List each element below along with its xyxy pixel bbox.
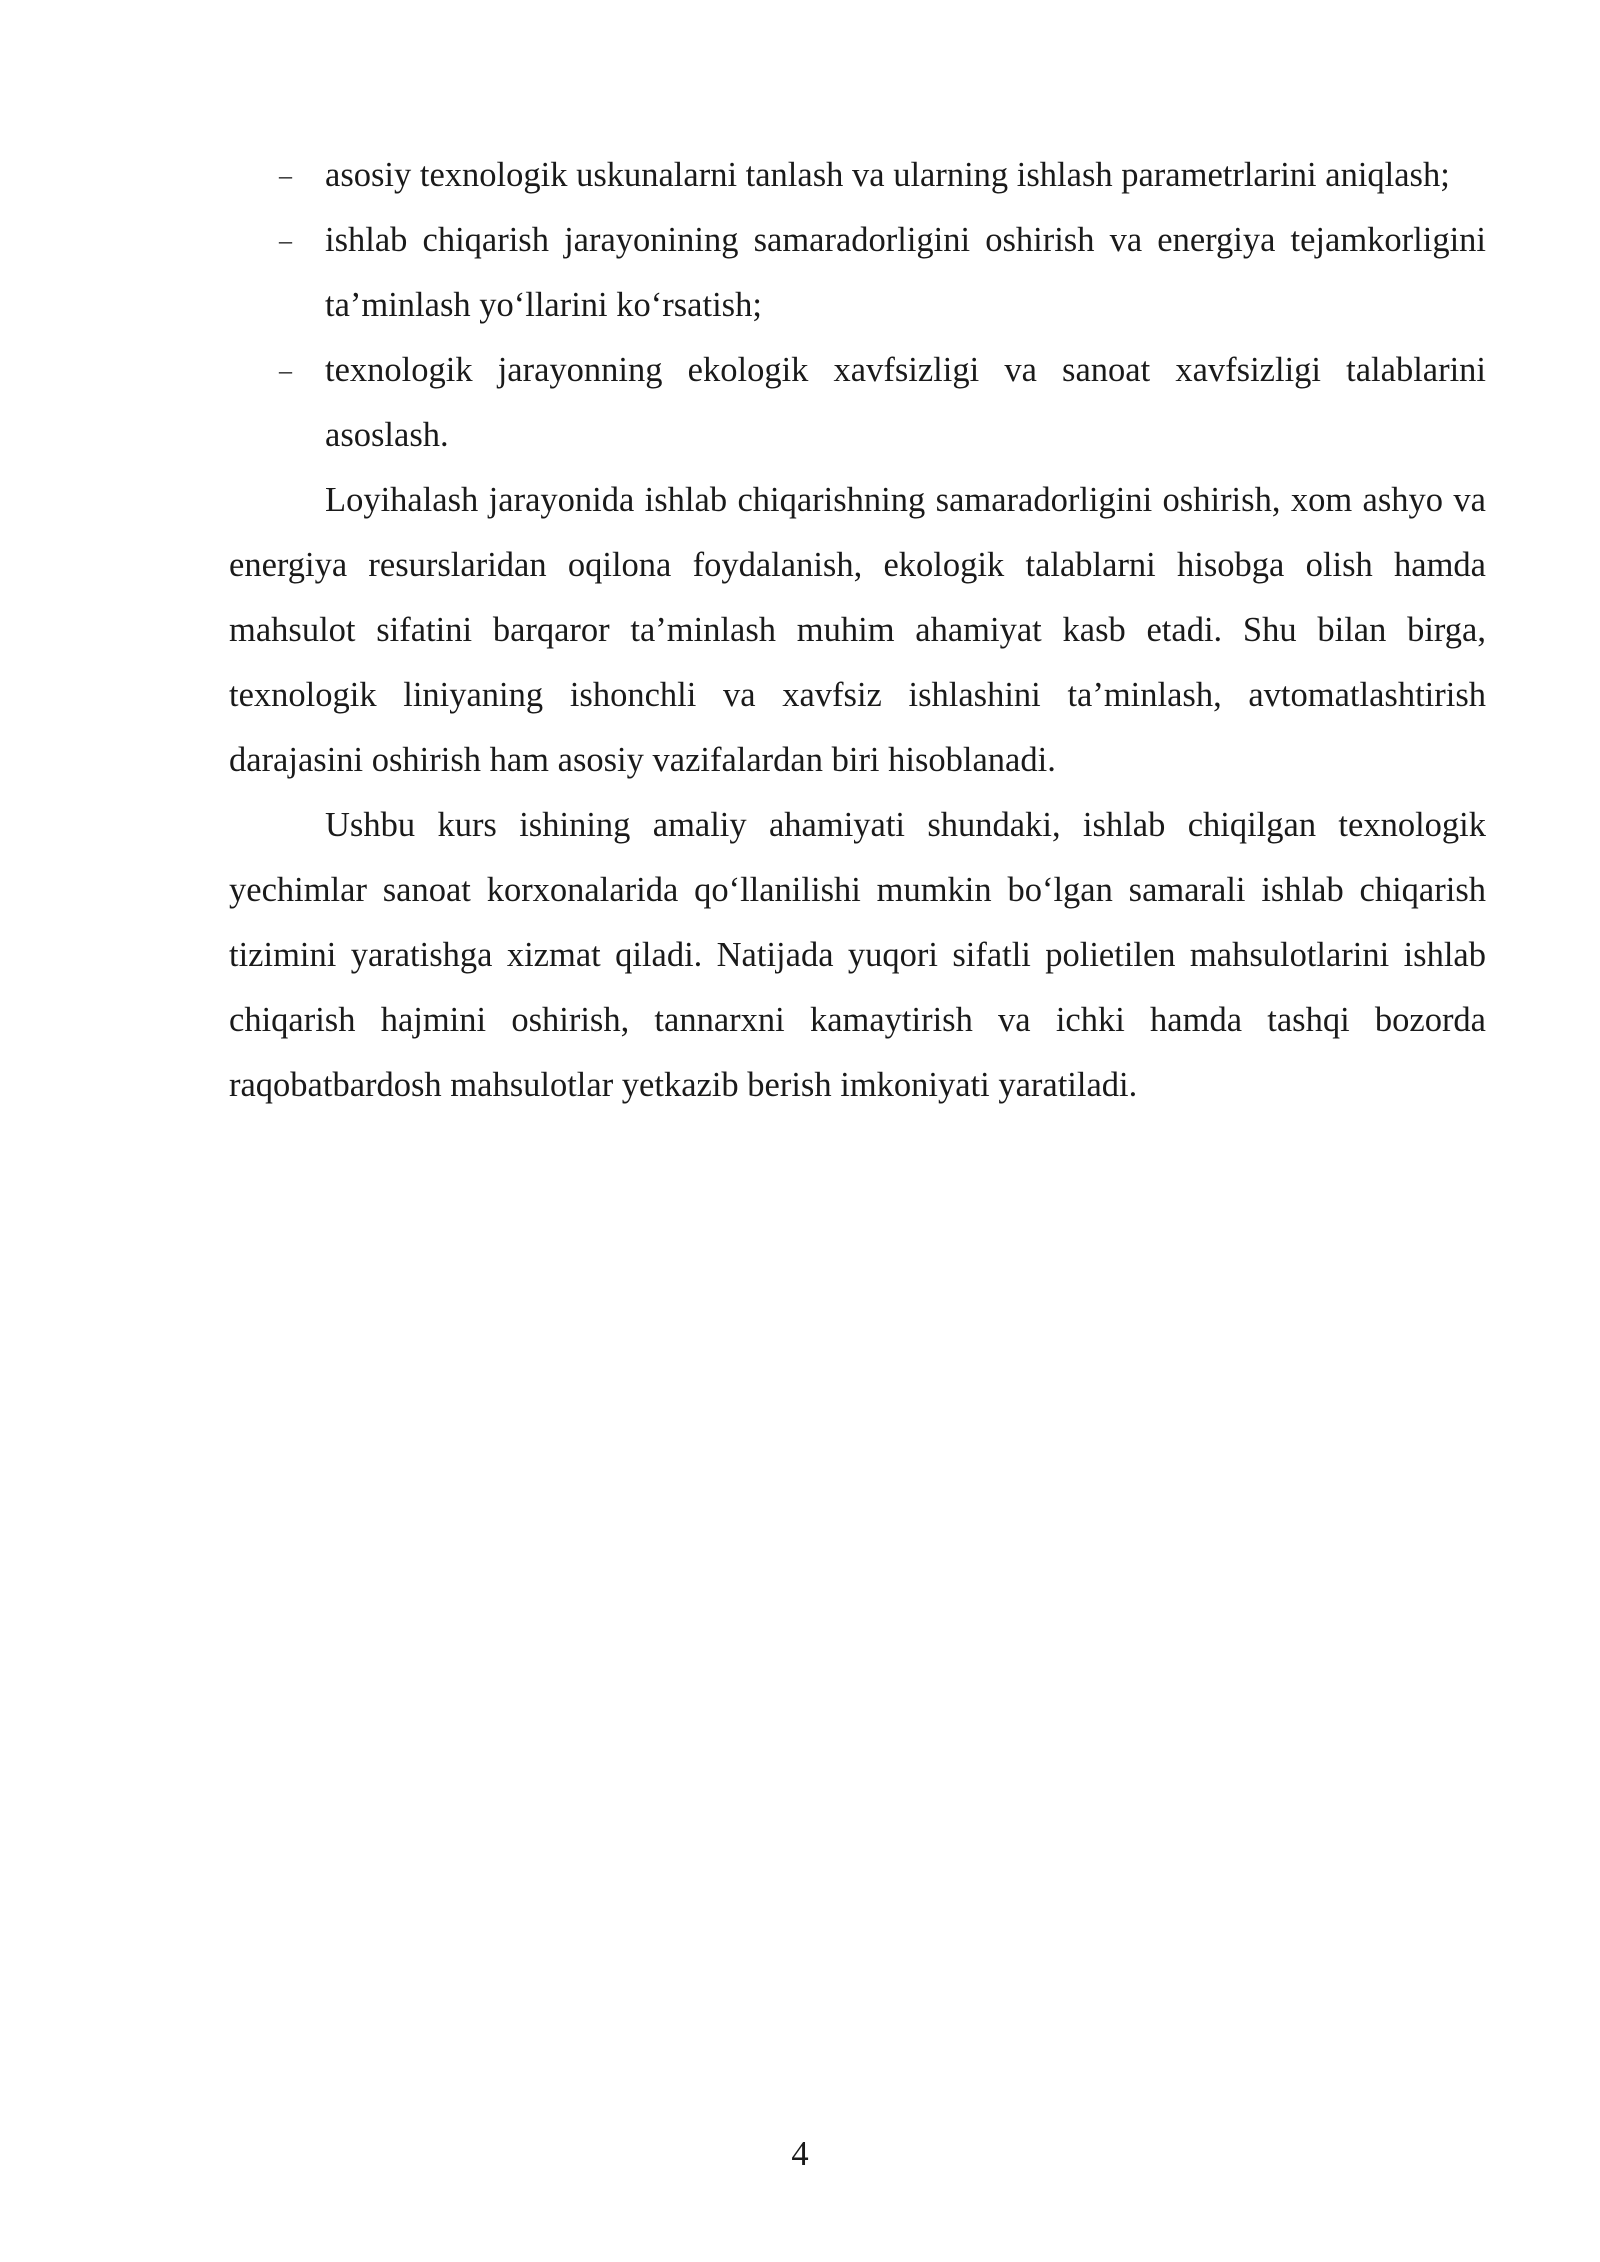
page-content	[229, 143, 1486, 1118]
dash-bullet-icon: –	[279, 161, 292, 190]
bullet-text: ishlab chiqarish jarayonining samaradorligini oshirish va energiya tejamkorligini ta’minlash yo‘llarini ko‘rsatish;	[325, 221, 1486, 324]
body-paragraph: Loyihalash jarayonida ishlab chiqarishning samaradorligini oshirish, xom ashyo va energiya resurslaridan oqilona foydalanish, ekologik talablarni hisobga olish hamda mahsulot sifatini barqaror ta’minlash muhim ahamiyat kasb etadi. Shu bilan birga, texnologik liniyaning ishonchli va xavfsiz ishlashini ta’minlash, avtomatlashtirish darajasini oshirish ham asosiy vazifalardan biri hisoblanadi.	[229, 481, 1486, 779]
bullet-item	[229, 338, 1486, 468]
dash-bullet-icon: –	[279, 356, 292, 385]
page-number: 4	[791, 2135, 809, 2173]
bullet-list	[229, 143, 1486, 468]
bullet-text: texnologik jarayonning ekologik xavfsizligi va sanoat xavfsizligi talablarini asoslash.	[325, 351, 1486, 454]
bullet-item	[229, 208, 1486, 338]
body-paragraph: Ushbu kurs ishining amaliy ahamiyati shundaki, ishlab chiqilgan texnologik yechimlar sanoat korxonalarida qo‘llanilishi mumkin bo‘lgan samarali ishlab chiqarish tizimini yaratishga xizmat qiladi. Natijada yuqori sifatli polietilen mahsulotlarini ishlab chiqarish hajmini oshirish, tannarxni kamaytirish va ichki hamda tashqi bozorda raqobatbardosh mahsulotlar yetkazib berish imkoniyati yaratiladi.	[229, 806, 1486, 1104]
bullet-item	[229, 143, 1486, 208]
dash-bullet-icon: –	[279, 226, 292, 255]
bullet-text: asosiy texnologik uskunalarni tanlash va ularning ishlash parametrlarini aniqlash;	[325, 156, 1450, 194]
